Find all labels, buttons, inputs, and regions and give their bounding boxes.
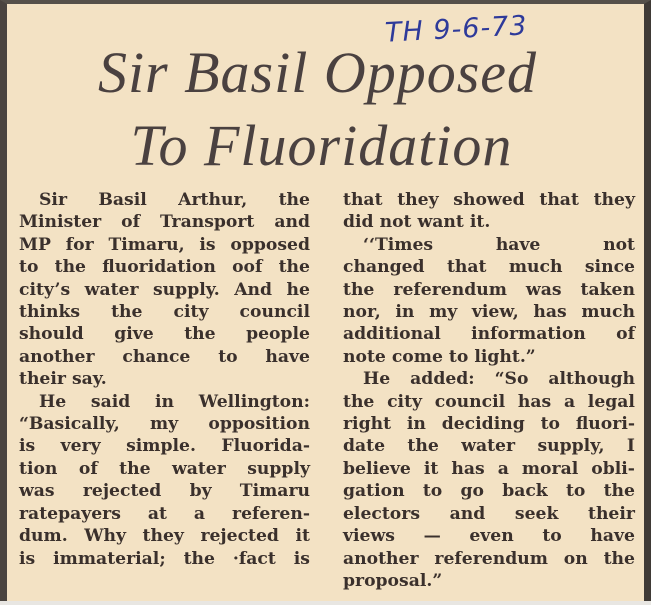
word: tion — [19, 458, 58, 479]
word: gation — [343, 481, 405, 502]
word: Timaru, — [108, 234, 185, 255]
word: has — [517, 391, 552, 412]
article-line — [19, 480, 310, 502]
word: the — [278, 257, 310, 278]
article-line — [343, 503, 635, 525]
word: very — [60, 436, 101, 457]
word: to — [542, 526, 562, 547]
word: it — [295, 526, 310, 547]
word: proposal.” — [343, 570, 443, 591]
word: Basil — [98, 190, 147, 210]
word: the — [603, 481, 635, 502]
word: want — [417, 212, 464, 233]
word: date — [343, 436, 386, 457]
word: to — [565, 481, 586, 502]
article-line — [343, 279, 635, 301]
word: in — [395, 302, 415, 323]
word: city — [173, 302, 209, 323]
word: changed — [343, 257, 425, 278]
word: rejected — [82, 481, 162, 502]
word: additional — [343, 324, 441, 345]
word: for — [65, 234, 94, 255]
word: ratepayers — [19, 503, 121, 524]
word: although — [548, 369, 635, 390]
word: light.” — [474, 346, 536, 367]
word: ‘‘Times — [363, 234, 434, 255]
article-line — [19, 211, 310, 233]
word: referendum — [434, 548, 548, 569]
word: that — [446, 257, 487, 278]
word: moral — [521, 458, 579, 479]
word: people — [246, 324, 310, 345]
word: views — [343, 526, 395, 547]
scan-bottom-edge — [0, 601, 651, 605]
word: obli- — [591, 458, 635, 479]
word: water — [84, 279, 139, 300]
word: and — [274, 212, 310, 233]
word: added: — [410, 369, 475, 390]
article-line — [19, 458, 310, 480]
word: by — [189, 481, 212, 502]
word: of — [121, 212, 141, 233]
word: of — [616, 324, 635, 345]
article-line — [343, 211, 635, 233]
word: a — [497, 458, 509, 479]
word: Arthur, — [178, 190, 248, 210]
word: has — [451, 458, 485, 479]
article-line — [343, 234, 635, 256]
article-line — [343, 368, 635, 390]
article-line — [19, 548, 310, 570]
word: to — [448, 346, 469, 367]
word: to — [422, 481, 443, 502]
word: a — [193, 503, 206, 524]
word: that — [539, 190, 579, 210]
word: nor, — [343, 302, 381, 323]
word: the — [184, 324, 216, 345]
word: have — [265, 346, 310, 367]
word: to — [19, 257, 39, 278]
word: said — [90, 391, 131, 412]
word: electors — [343, 503, 420, 524]
article-line — [343, 458, 635, 480]
word: on — [563, 548, 588, 569]
word: another — [19, 346, 95, 367]
word: water — [171, 458, 226, 479]
word: immaterial; — [53, 548, 166, 569]
word: council — [239, 302, 310, 323]
word: a — [563, 391, 576, 412]
word: taken — [580, 279, 635, 300]
word: Why — [84, 526, 127, 547]
word: have — [590, 526, 635, 547]
word: the — [603, 548, 635, 569]
article-line — [343, 391, 635, 413]
word: oof — [232, 257, 263, 278]
word: Minister — [19, 212, 102, 233]
word: they — [593, 190, 635, 210]
article-line — [19, 256, 310, 278]
article-line — [343, 346, 635, 368]
word: MP — [19, 234, 51, 255]
word: view, — [471, 302, 519, 323]
article-line — [343, 480, 635, 502]
article-line — [19, 368, 310, 390]
word: believe — [343, 458, 411, 479]
word: it. — [469, 212, 491, 233]
article-line — [19, 525, 310, 547]
article-line — [19, 301, 310, 323]
word: “So — [494, 369, 529, 390]
word: my — [429, 302, 458, 323]
word: in — [406, 414, 426, 435]
word: say. — [71, 369, 107, 390]
word: they — [142, 526, 184, 547]
word: referen- — [232, 503, 310, 524]
word: of — [78, 458, 98, 479]
article-line — [343, 413, 635, 435]
word: deciding — [441, 414, 525, 435]
word: their — [19, 369, 66, 390]
word: have — [495, 234, 541, 255]
word: is — [293, 548, 310, 569]
word: give — [114, 324, 154, 345]
word: even — [469, 526, 514, 547]
word: much — [581, 302, 635, 323]
word: thinks — [19, 302, 81, 323]
article-line — [19, 323, 310, 345]
article-line — [19, 391, 310, 413]
article-line — [343, 435, 635, 457]
word: their — [588, 503, 635, 524]
word: to — [540, 414, 560, 435]
word: “Basically, — [19, 414, 120, 435]
word: seek — [514, 503, 559, 524]
word: opposition — [208, 414, 310, 435]
word: supply. — [153, 279, 220, 300]
word: the — [278, 190, 310, 210]
word: showed — [453, 190, 525, 210]
article-line — [343, 548, 635, 570]
word: Transport — [159, 212, 255, 233]
word: since — [584, 257, 635, 278]
article-line — [343, 189, 635, 211]
word: ·fact — [232, 548, 276, 569]
word: not — [379, 212, 412, 233]
headline-line-1: Sir Basil Opposed — [97, 40, 538, 105]
word: supply — [247, 458, 310, 479]
word: they — [397, 190, 439, 210]
word: much — [508, 257, 563, 278]
word: dum. — [19, 526, 68, 547]
article-line — [19, 503, 310, 525]
word: council — [434, 391, 506, 412]
word: has — [533, 302, 567, 323]
word: simple. — [126, 436, 196, 457]
article-line — [19, 234, 310, 256]
word: chance — [122, 346, 191, 367]
word: to — [218, 346, 238, 367]
word: legal — [587, 391, 635, 412]
word: the — [343, 391, 375, 412]
word: is — [19, 436, 36, 457]
word: he — [286, 279, 310, 300]
word: fluori- — [575, 414, 635, 435]
word: opposed — [230, 234, 310, 255]
word: did — [343, 212, 374, 233]
word: Sir — [39, 190, 67, 210]
word: water — [461, 436, 516, 457]
word: And — [234, 279, 273, 300]
word: that — [343, 190, 383, 210]
word: and — [449, 503, 486, 524]
word: I — [626, 436, 635, 457]
word: fluoridation — [102, 257, 216, 278]
word: is — [19, 548, 36, 569]
article-line — [343, 323, 635, 345]
article-line — [19, 435, 310, 457]
word: Fluorida- — [221, 436, 310, 457]
article-line — [19, 189, 310, 211]
word: supply, — [537, 436, 605, 457]
word: the — [111, 302, 143, 323]
word: is — [199, 234, 216, 255]
word: Wellington: — [198, 391, 310, 412]
word: it — [423, 458, 439, 479]
word: come — [391, 346, 443, 367]
article-left-column — [19, 189, 310, 570]
headline-line-2: To Fluoridation — [130, 113, 513, 178]
word: back — [502, 481, 548, 502]
word: city’s — [19, 279, 71, 300]
word: city — [387, 391, 423, 412]
article-line — [343, 301, 635, 323]
word: Timaru — [239, 481, 310, 502]
word: note — [343, 346, 386, 367]
word: He — [363, 369, 391, 390]
word: another — [343, 548, 419, 569]
article-line — [343, 256, 635, 278]
word: — — [423, 526, 441, 547]
article-line — [343, 570, 635, 592]
word: information — [471, 324, 586, 345]
handwritten-date-annotation: TH 9-6-73 — [384, 10, 529, 49]
word: right — [343, 414, 392, 435]
word: the — [119, 458, 151, 479]
word: should — [19, 324, 84, 345]
article-line — [19, 279, 310, 301]
article-line — [19, 346, 310, 368]
word: my — [149, 414, 179, 435]
word: the — [343, 279, 375, 300]
word: rejected — [200, 526, 279, 547]
word: at — [147, 503, 167, 524]
word: referendum — [393, 279, 507, 300]
article-line — [343, 525, 635, 547]
article-line — [19, 413, 310, 435]
word: He — [39, 391, 67, 412]
word: was — [19, 481, 55, 502]
word: in — [155, 391, 175, 412]
word: go — [460, 481, 484, 502]
word: was — [525, 279, 562, 300]
word: the — [54, 257, 86, 278]
word: the — [183, 548, 215, 569]
word: the — [407, 436, 439, 457]
article-right-column — [343, 189, 635, 592]
word: not — [603, 234, 635, 255]
